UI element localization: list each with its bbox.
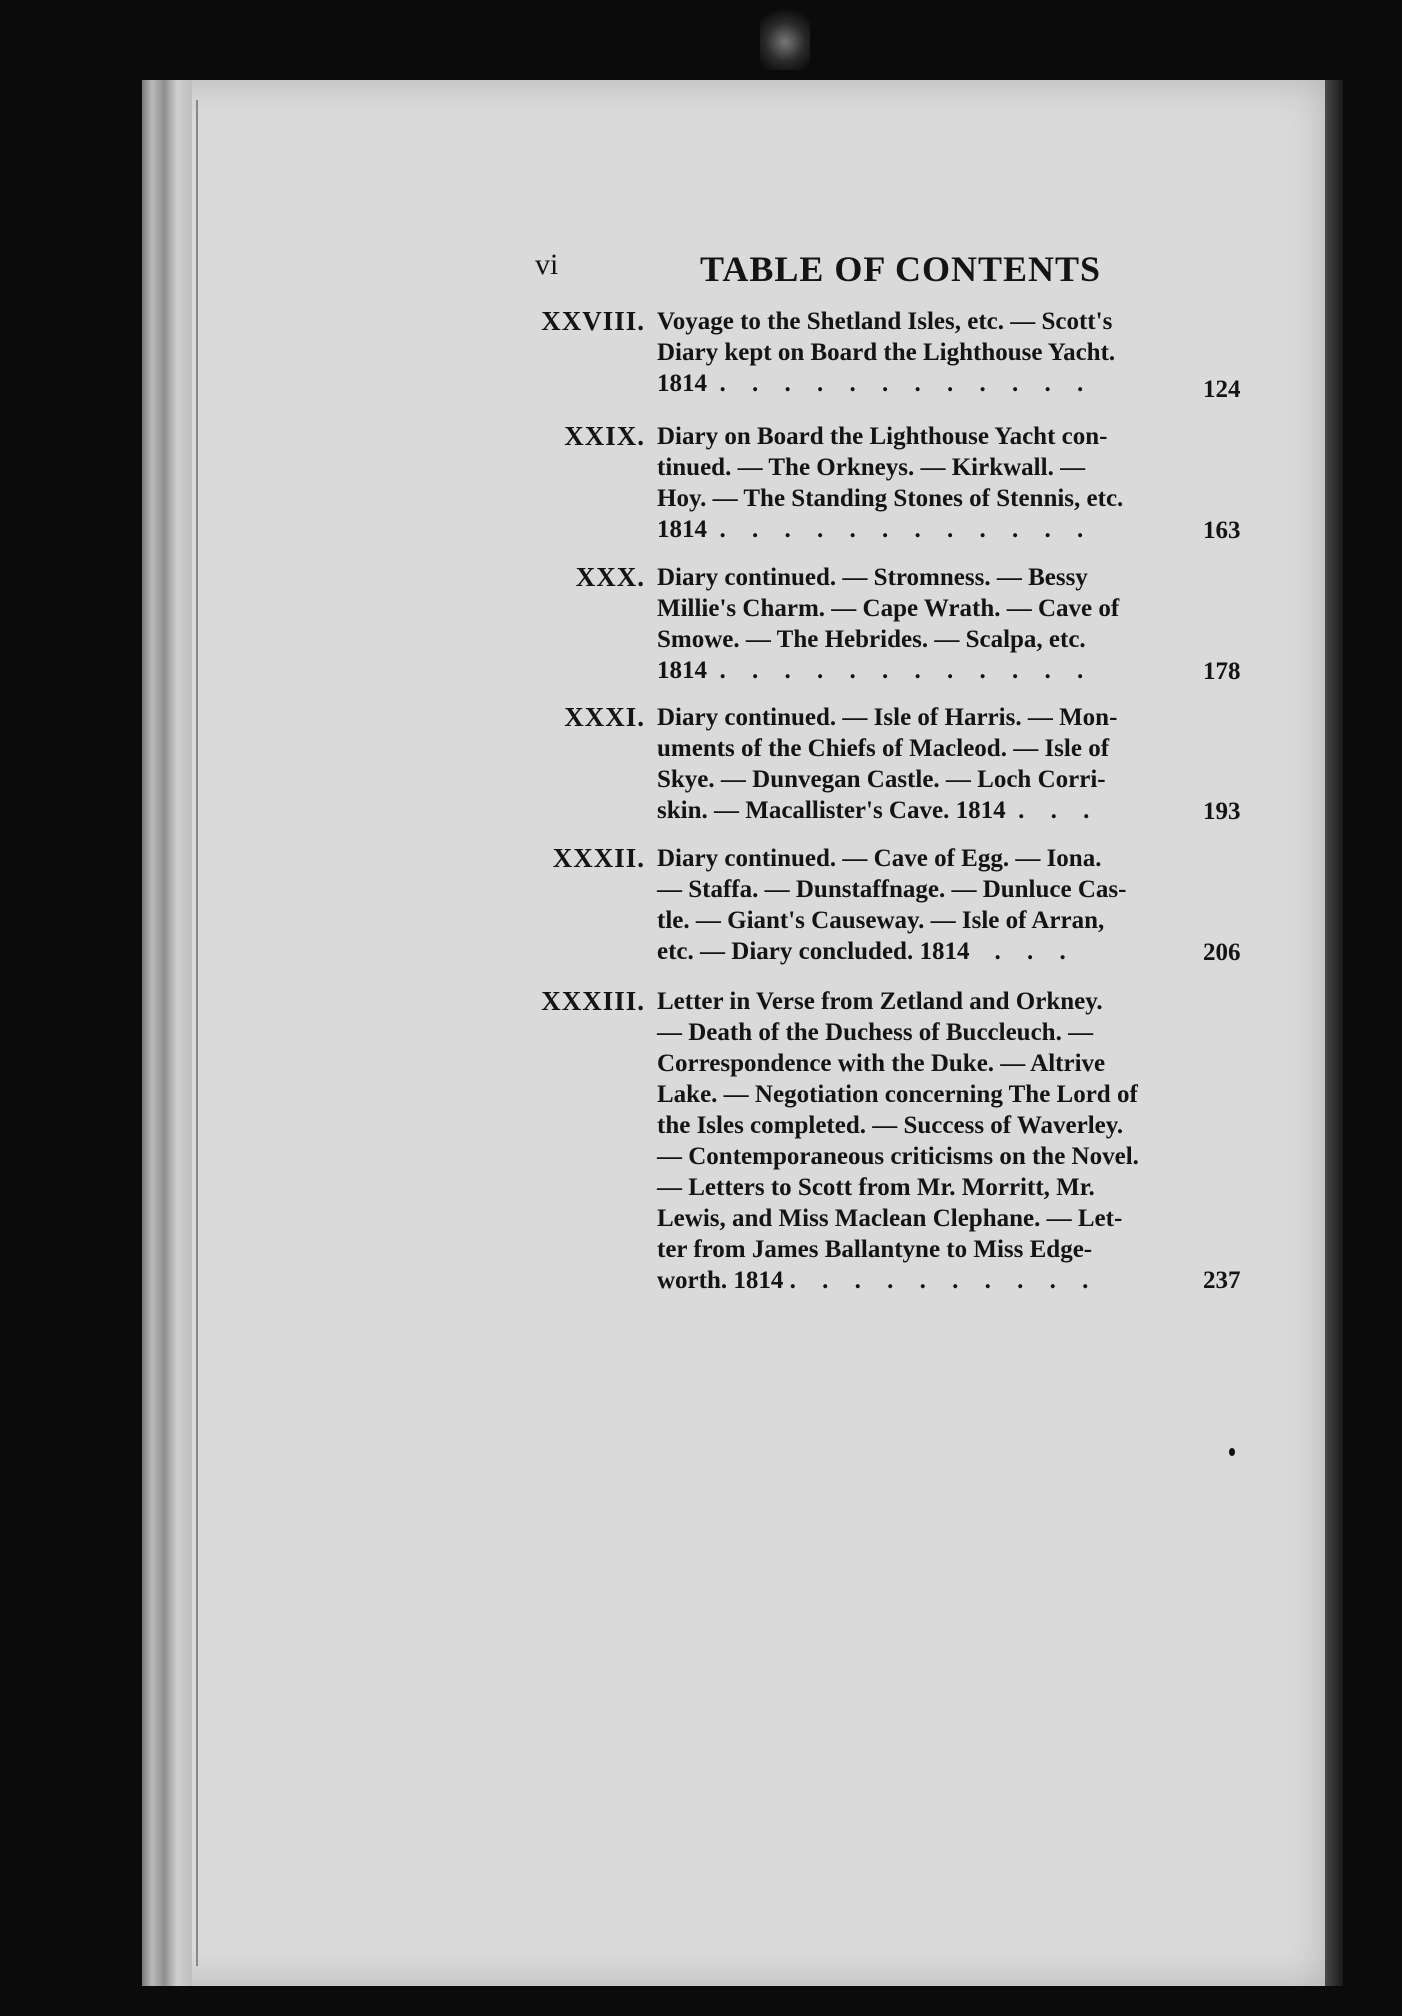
- dot-leader: . . .: [994, 938, 1076, 965]
- chapter-numeral: XXXI.: [564, 702, 645, 732]
- description-line: [657, 655, 1177, 686]
- dot-leader: . . .: [1018, 797, 1100, 824]
- description-line: Diary continued. — Stromness. — Bessy: [657, 564, 1088, 591]
- dot-leader: . . . . . . . . . .: [789, 1267, 1099, 1294]
- page-number: 237: [1203, 1267, 1241, 1294]
- chapter-numeral: XXIX.: [564, 421, 645, 451]
- description-line: Voyage to the Shetland Isles, etc. — Scott's: [657, 308, 1113, 335]
- description-year: 1814: [657, 516, 707, 543]
- description-line: — Contemporaneous criticisms on the Novel.: [657, 1143, 1139, 1170]
- chapter-numeral: XXXIII.: [541, 986, 645, 1016]
- scan-artifact: [760, 0, 810, 70]
- ink-speck: [1229, 1448, 1235, 1456]
- page-right-edge: [1325, 80, 1343, 1986]
- description-line: Letter in Verse from Zetland and Orkney.: [657, 988, 1103, 1015]
- dot-leader: . . . . . . . . . . . .: [719, 516, 1094, 543]
- dot-leader: . . . . . . . . . . . .: [719, 370, 1094, 397]
- chapter-description: [657, 843, 1177, 967]
- description-line: [657, 936, 1177, 967]
- description-line: Skye. — Dunvegan Castle. — Loch Corri-: [657, 766, 1106, 793]
- chapter-description: [657, 702, 1177, 826]
- page-number: 163: [1203, 517, 1241, 544]
- description-line: Lake. — Negotiation concerning The Lord of: [657, 1081, 1138, 1108]
- description-line: ter from James Ballantyne to Miss Edge-: [657, 1236, 1093, 1263]
- description-line: — Letters to Scott from Mr. Morritt, Mr.: [657, 1174, 1095, 1201]
- description-line: uments of the Chiefs of Macleod. — Isle of: [657, 735, 1110, 762]
- page-number: 206: [1203, 939, 1241, 966]
- description-line: Diary kept on Board the Lighthouse Yacht.: [657, 339, 1116, 366]
- page-binding-edge: [142, 80, 192, 1986]
- chapter-description: [657, 306, 1177, 399]
- description-line: tle. — Giant's Causeway. — Isle of Arran,: [657, 907, 1105, 934]
- description-year: 1814: [657, 370, 707, 397]
- binding-rule: [196, 100, 198, 1966]
- chapter-numeral: XXX.: [575, 562, 645, 592]
- description-line: the Isles completed. — Success of Waverley.: [657, 1112, 1124, 1139]
- chapter-description: [657, 986, 1177, 1296]
- description-line: — Death of the Duchess of Buccleuch. —: [657, 1019, 1094, 1046]
- dot-leader: . . . . . . . . . . . .: [719, 657, 1094, 684]
- description-line: tinued. — The Orkneys. — Kirkwall. —: [657, 454, 1086, 481]
- description-line: [657, 368, 1177, 399]
- description-line: Hoy. — The Standing Stones of Stennis, etc.: [657, 485, 1124, 512]
- chapter-numeral: XXVIII.: [541, 306, 645, 336]
- description-line: — Staffa. — Dunstaffnage. — Dunluce Cas-: [657, 876, 1127, 903]
- page-number: 178: [1203, 658, 1241, 685]
- chapter-description: [657, 421, 1177, 545]
- description-line: Millie's Charm. — Cape Wrath. — Cave of: [657, 595, 1120, 622]
- description-line: Smowe. — The Hebrides. — Scalpa, etc.: [657, 626, 1086, 653]
- chapter-numeral: XXXII.: [552, 843, 645, 873]
- description-line: [657, 1265, 1177, 1296]
- description-line: Diary continued. — Cave of Egg. — Iona.: [657, 845, 1102, 872]
- page-number: 124: [1203, 376, 1241, 403]
- running-header: [0, 248, 1402, 298]
- description-line: Correspondence with the Duke. — Altrive: [657, 1050, 1106, 1077]
- description-final-line: etc. — Diary concluded. 1814: [657, 938, 970, 965]
- description-line: Diary continued. — Isle of Harris. — Mon-: [657, 704, 1118, 731]
- page-title: TABLE OF CONTENTS: [700, 249, 1102, 289]
- page-folio: vi: [535, 248, 559, 281]
- page-number: 193: [1203, 798, 1241, 825]
- description-line: Diary on Board the Lighthouse Yacht con-: [657, 423, 1108, 450]
- description-line: Lewis, and Miss Maclean Clephane. — Let-: [657, 1205, 1123, 1232]
- description-year: 1814: [657, 657, 707, 684]
- description-final-line: skin. — Macallister's Cave. 1814: [657, 797, 1006, 824]
- description-line: [657, 514, 1177, 545]
- description-final-line: worth. 1814: [657, 1267, 784, 1294]
- chapter-description: [657, 562, 1177, 686]
- description-line: [657, 795, 1177, 826]
